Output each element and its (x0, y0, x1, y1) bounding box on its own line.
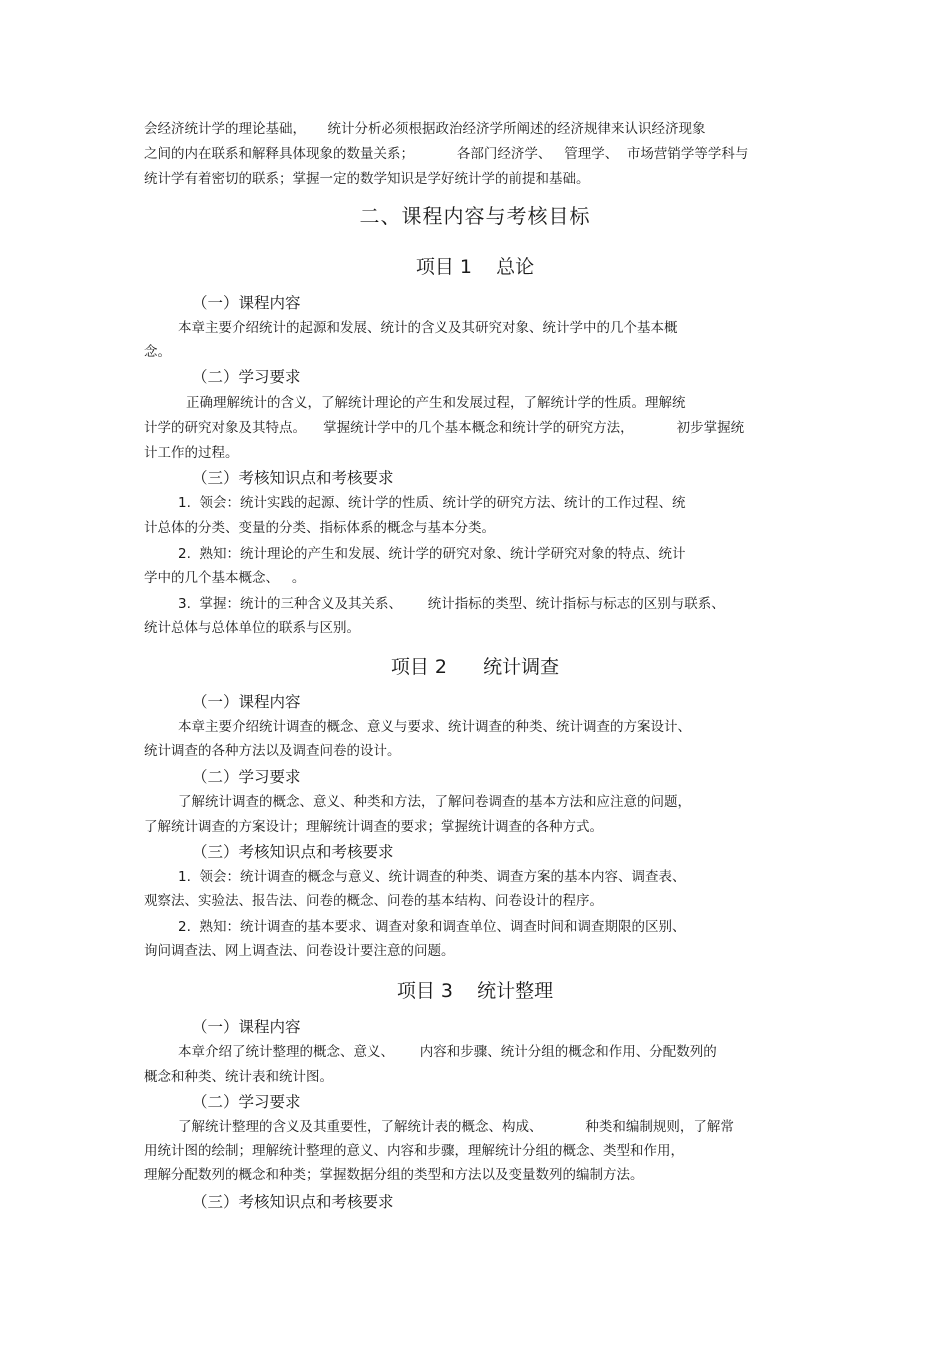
body-line: 用统计图的绘制；理解统计整理的意义、内容和步骤，理解统计分组的概念、类型和作用， (144, 1143, 684, 1159)
body-line: 正确理解统计的含义，了解统计理论的产生和发展过程，了解统计学的性质。理解统 (186, 395, 686, 411)
body-line: 学中的几个基本概念、 。 (144, 570, 306, 586)
body-line: 了解统计调查的概念、意义、种类和方法，了解问卷调查的基本方法和应注意的问题， (178, 794, 691, 810)
project-title: 项目 3 统计整理 (396, 980, 554, 1002)
intro-line: 统计学有着密切的联系；掌握一定的数学知识是学好统计学的前提和基础。 (144, 171, 590, 187)
body-line: 3. 掌握：统计的三种含义及其关系、 统计指标的类型、统计指标与标志的区别与联系、 (178, 596, 725, 612)
intro-line: 会经济统计学的理论基础， 统计分析必须根据政治经济学所阐述的经济规律来认识经济现象 (144, 121, 706, 137)
body-line: 理解分配数列的概念和种类；掌握数据分组的类型和方法以及变量数列的编制方法。 (144, 1167, 644, 1183)
subsection-heading: （二）学习要求 (192, 1093, 301, 1111)
body-line: 了解统计调查的方案设计；理解统计调查的要求；掌握统计调查的各种方式。 (144, 819, 603, 835)
subsection-heading: （二）学习要求 (192, 768, 301, 786)
section-title: 二、课程内容与考核目标 (359, 204, 591, 228)
intro-line: 之间的内在联系和解释具体现象的数量关系； 各部门经济学、 管理学、 市场营销学等学科与 (144, 146, 749, 162)
body-line: 统计调查的各种方法以及调查问卷的设计。 (144, 743, 401, 759)
subsection-heading: （三）考核知识点和考核要求 (192, 843, 394, 861)
body-line: 本章主要介绍统计调查的概念、意义与要求、统计调查的种类、统计调查的方案设计、 (178, 719, 691, 735)
subsection-heading: （一）课程内容 (192, 294, 301, 312)
project-title: 项目 2 统计调查 (390, 656, 560, 678)
body-line: 计学的研究对象及其特点。 掌握统计学中的几个基本概念和统计学的研究方法， 初步掌握统 (144, 420, 745, 436)
subsection-heading: （三）考核知识点和考核要求 (192, 469, 394, 487)
body-line: 2. 熟知：统计调查的基本要求、调查对象和调查单位、调查时间和调查期限的区别、 (178, 919, 686, 935)
body-line: 1. 领会：统计实践的起源、统计学的性质、统计学的研究方法、统计的工作过程、统 (178, 495, 686, 511)
body-line: 概念和种类、统计表和统计图。 (144, 1069, 333, 1085)
body-line: 本章介绍了统计整理的概念、意义、 内容和步骤、统计分组的概念和作用、分配数列的 (178, 1044, 717, 1060)
project-title: 项目 1 总论 (415, 256, 535, 278)
body-line: 统计总体与总体单位的联系与区别。 (144, 620, 360, 636)
body-line: 计总体的分类、变量的分类、指标体系的概念与基本分类。 (144, 520, 495, 536)
body-line: 计工作的过程。 (144, 445, 239, 461)
subsection-heading: （一）课程内容 (192, 693, 301, 711)
subsection-heading: （二）学习要求 (192, 368, 301, 386)
subsection-heading: （一）课程内容 (192, 1018, 301, 1036)
body-line: 了解统计整理的含义及其重要性，了解统计表的概念、构成、 种类和编制规则，了解常 (178, 1119, 734, 1135)
body-line: 观察法、实验法、报告法、问卷的概念、问卷的基本结构、问卷设计的程序。 (144, 893, 603, 909)
body-line: 2. 熟知：统计理论的产生和发展、统计学的研究对象、统计学研究对象的特点、统计 (178, 546, 686, 562)
body-line: 本章主要介绍统计的起源和发展、统计的含义及其研究对象、统计学中的几个基本概 (178, 320, 678, 336)
body-line: 念。 (144, 344, 171, 360)
body-line: 询问调查法、网上调查法、问卷设计要注意的问题。 (144, 943, 455, 959)
subsection-heading: （三）考核知识点和考核要求 (192, 1193, 394, 1211)
body-line: 1. 领会：统计调查的概念与意义、统计调查的种类、调查方案的基本内容、调查表、 (178, 869, 686, 885)
